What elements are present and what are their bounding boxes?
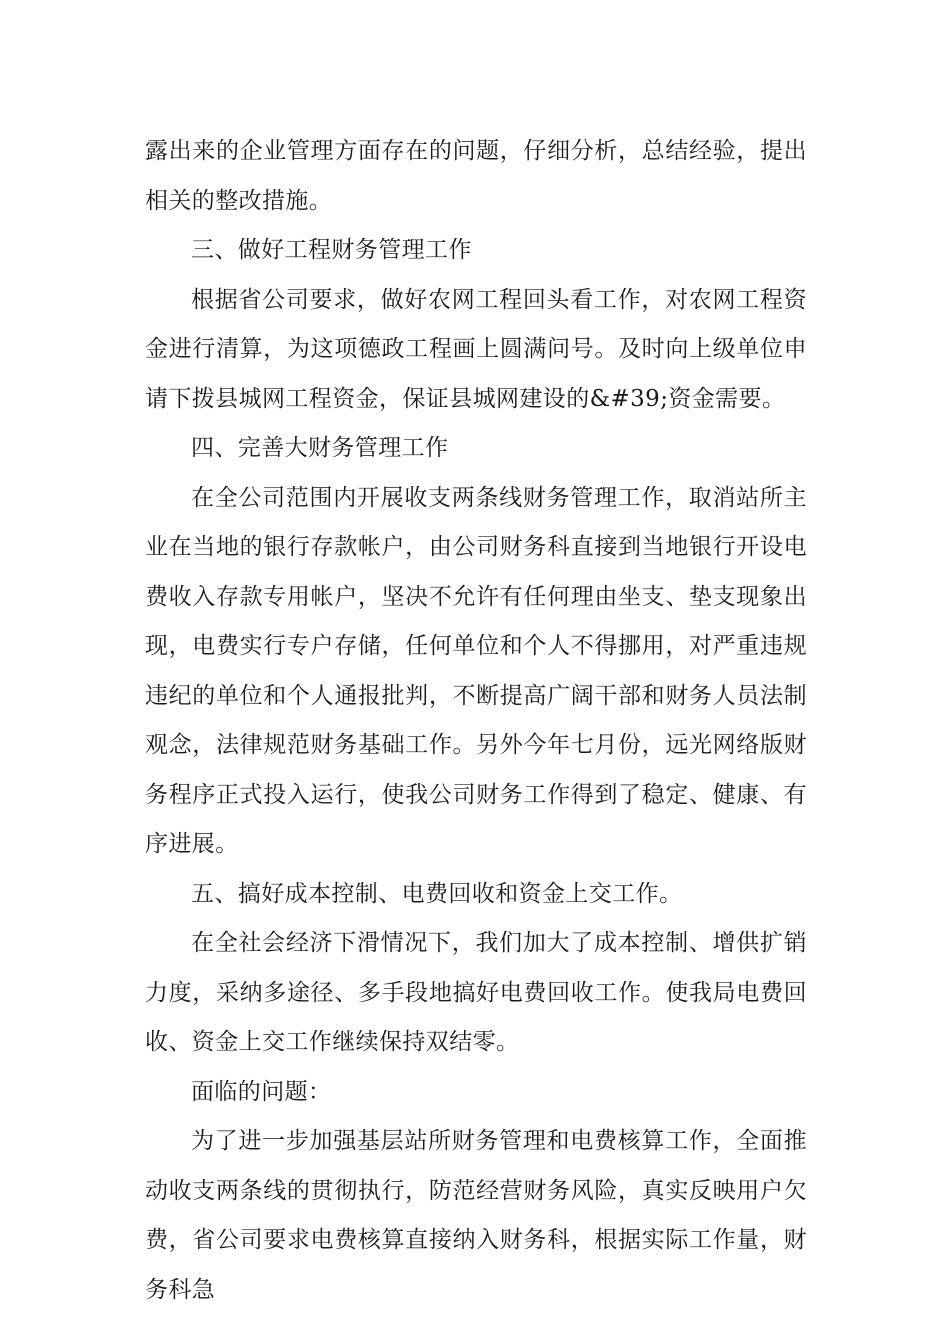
paragraph-continuation: 露出来的企业管理方面存在的问题，仔细分析，总结经验，提出相关的整改措施。 <box>145 138 807 214</box>
paragraph-engineering-finance: 根据省公司要求，做好农网工程回头看工作，对农网工程资金进行清算，为这项德政工程画上圆满问号。及时向上级单位申请下拨县城网工程资金，保证县城网建设的&#39;资金需要。 <box>145 286 807 412</box>
section-heading-5: 五、搞好成本控制、电费回收和资金上交工作。 <box>191 880 683 907</box>
paragraph-problems: 为了进一步加强基层站所财务管理和电费核算工作，全面推动收支两条线的贯彻执行，防范经营财务风险，真实反映用户欠费，省公司要求电费核算直接纳入财务科，根据实际工作量，财务科急 <box>145 1128 807 1303</box>
section-heading-4: 四、完善大财务管理工作 <box>191 435 449 461</box>
paragraph-finance-management: 在全公司范围内开展收支两条线财务管理工作，取消站所主业在当地的银行存款帐户，由公司财务科直接到当地银行开设电费收入存款专用帐户，坚决不允许有任何理由坐支、垫支现象出现，电费实行专户存储，任何单位和个人不得挪用，对严重违规违纪的单位和个人通报批判，不断提高广阔干部和财务人员法制观念，法律规范财务基础工作。另外今年七月份，远光网络版财务程序正式投入运行，使我公司财务工作得到了稳定、健康、有序进展。 <box>145 484 807 857</box>
document-body <box>145 127 807 1315</box>
section-heading-problems: 面临的问题： <box>191 1078 332 1105</box>
section-heading-3: 三、做好工程财务管理工作 <box>191 237 472 263</box>
paragraph-cost-control: 在全社会经济下滑情况下，我们加大了成本控制、增供扩销力度，采纳多途径、多手段地搞好电费回收工作。使我局电费回收、资金上交工作继续保持双结零。 <box>145 930 807 1055</box>
